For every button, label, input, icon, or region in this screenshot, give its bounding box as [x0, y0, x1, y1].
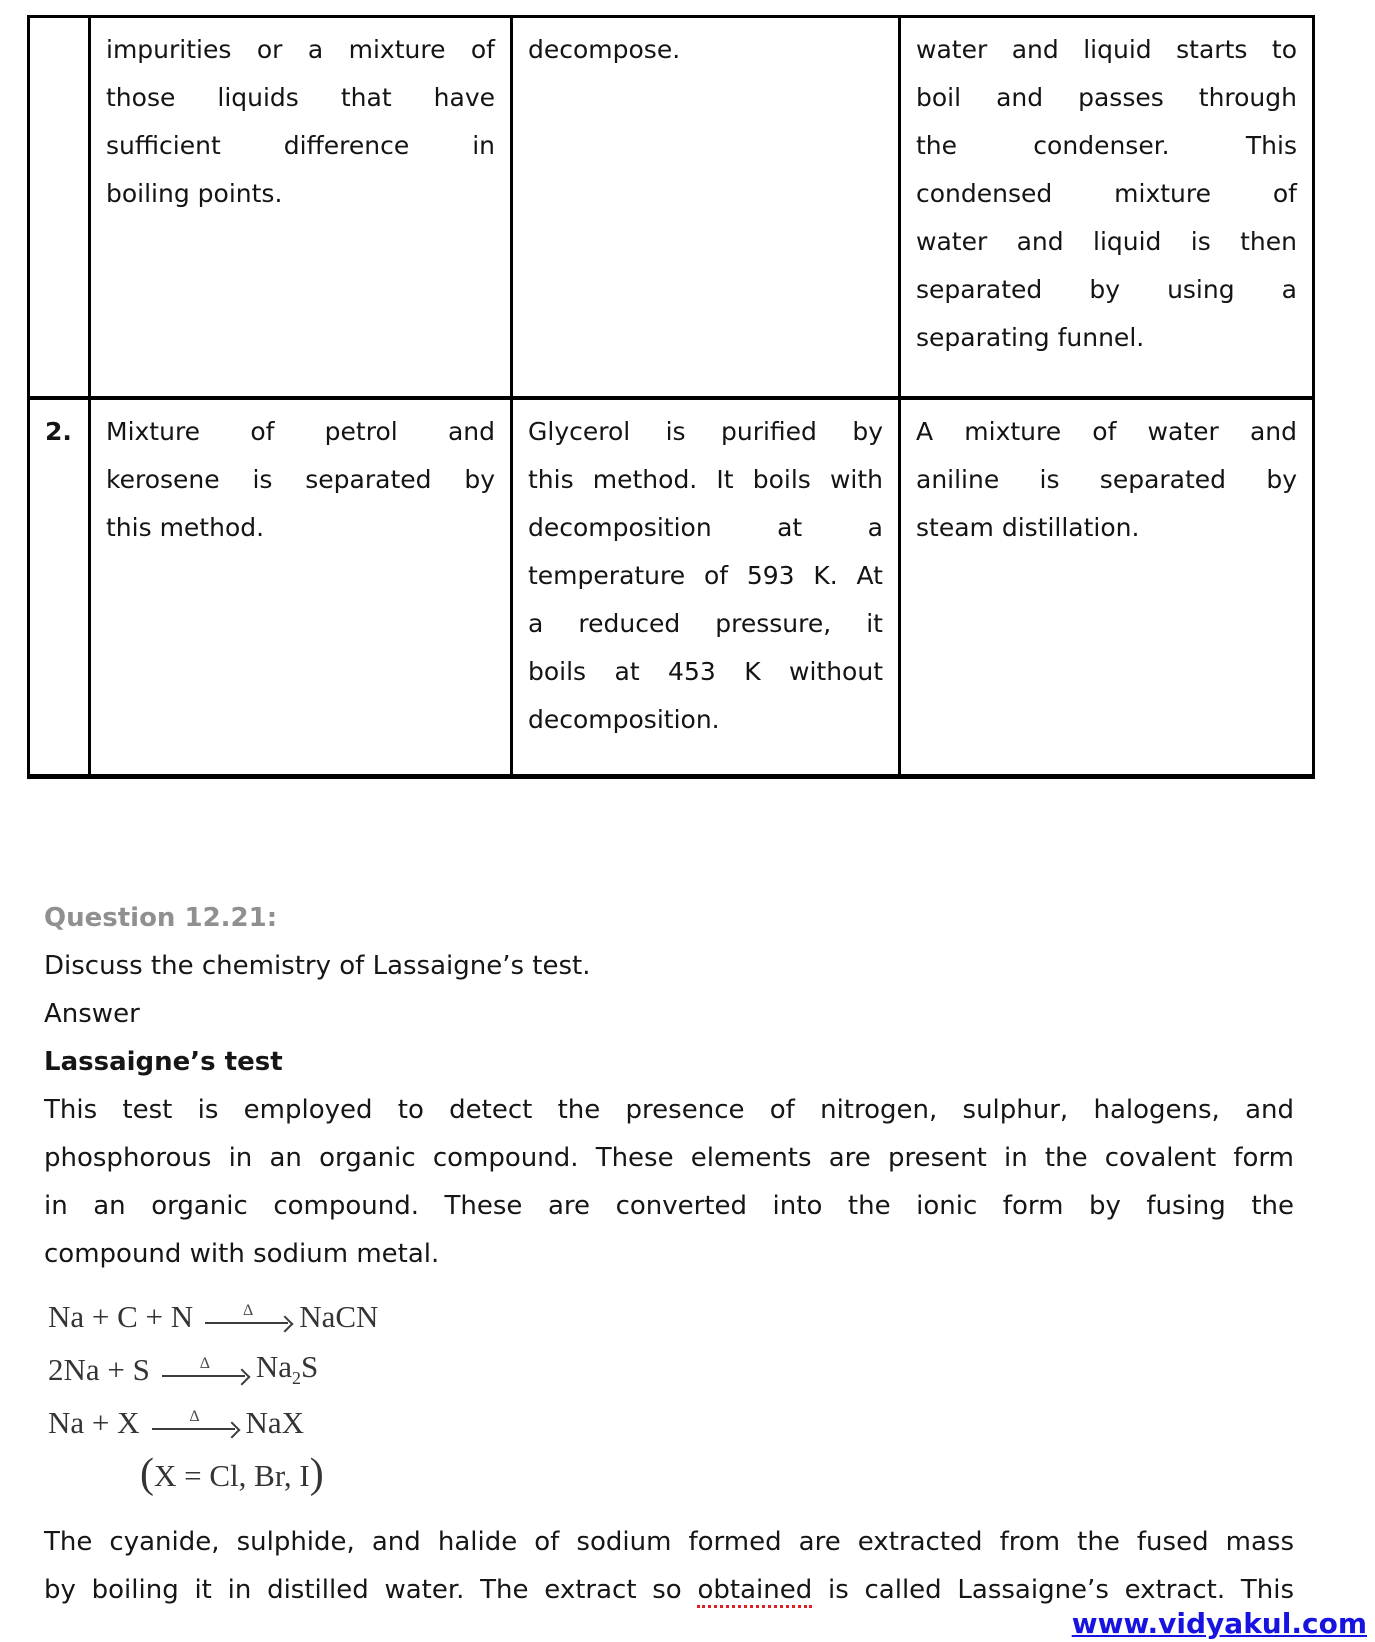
- close-paren: ): [309, 1450, 324, 1497]
- table-row: [29, 17, 1314, 399]
- table: [27, 15, 1315, 779]
- text-line: boiling points.: [106, 179, 283, 208]
- table-cell: [90, 17, 512, 399]
- text-line: condensed mixture of: [916, 179, 1297, 208]
- question-answer-block: [44, 894, 1294, 1614]
- text-line: this method.: [106, 513, 265, 542]
- text-line: boils at 453 K without: [528, 657, 883, 686]
- equation-rhs: $Na_2S$: [255, 1349, 319, 1389]
- reaction-arrow-delta-icon: Δ: [152, 1409, 238, 1437]
- text-line: Mixture of petrol and: [106, 417, 495, 446]
- reaction-arrow-delta-icon: Δ: [205, 1303, 291, 1331]
- equation-rhs: NaCN: [299, 1298, 379, 1334]
- text-line: by boiling it in distilled water. The extract so obtained is called Lassaigne’s extract. This: [44, 1566, 1294, 1614]
- answer-paragraph-2: [44, 1518, 1294, 1614]
- text-line: separated by using a: [916, 275, 1297, 304]
- text-line: water and liquid starts to: [916, 35, 1297, 64]
- open-paren: (: [140, 1450, 154, 1497]
- text-line: decompose.: [528, 35, 681, 64]
- text-line: kerosene is separated by: [106, 465, 495, 494]
- text-line: in an organic compound. These are converted into the ionic form by fusing the: [44, 1191, 1294, 1221]
- text-line: compound with sodium metal.: [44, 1239, 440, 1269]
- text-line: this method. It boils with: [528, 465, 883, 494]
- text-line: those liquids that have: [106, 83, 495, 112]
- question-text: Discuss the chemistry of Lassaigne’s test.: [44, 951, 591, 981]
- text-line: decomposition at a: [528, 513, 883, 542]
- table-cell: [512, 17, 900, 399]
- reaction-arrow-delta-icon: Δ: [162, 1356, 248, 1384]
- watermark-link[interactable]: www.vidyakul.com: [1071, 1607, 1367, 1640]
- text-line: a reduced pressure, it: [528, 609, 883, 638]
- text-line: decomposition.: [528, 705, 720, 734]
- text-line: temperature of 593 K. At: [528, 561, 883, 590]
- equation-note: [48, 1449, 1294, 1502]
- equation-lhs: Na + C + N: [48, 1298, 194, 1334]
- equation-na2s: [48, 1343, 1294, 1396]
- text-line: sufficient difference in: [106, 131, 495, 160]
- text-line: boil and passes through: [916, 83, 1297, 112]
- answer-label: Answer: [44, 999, 140, 1029]
- text-line: impurities or a mixture of: [106, 35, 495, 64]
- text-line: The cyanide, sulphide, and halide of sodium formed are extracted from the fused mass: [44, 1527, 1294, 1557]
- separation-methods-table: [27, 15, 1315, 779]
- equation-note-body: X = Cl, Br, I: [154, 1457, 310, 1493]
- text-line: water and liquid is then: [916, 227, 1297, 256]
- spellcheck-underline: obtained: [697, 1575, 812, 1608]
- table-cell: [900, 17, 1314, 399]
- answer-heading: Lassaigne’s test: [44, 1047, 283, 1077]
- text-line: A mixture of water and: [916, 417, 1297, 446]
- equation-rhs: NaX: [245, 1404, 305, 1440]
- table-row: [29, 398, 1314, 777]
- equation-lhs: Na + X: [48, 1404, 140, 1440]
- row-number-cell: 2.: [29, 398, 90, 777]
- text-line: separating funnel.: [916, 323, 1145, 352]
- table-cell: [900, 398, 1314, 777]
- text-line: the condenser. This: [916, 131, 1297, 160]
- table-cell: [90, 398, 512, 777]
- text-line: steam distillation.: [916, 513, 1140, 542]
- answer-paragraph-1: [44, 1086, 1294, 1278]
- equation-nacn: [48, 1290, 1294, 1343]
- question-label: Question 12.21:: [44, 903, 278, 933]
- equation-lhs: 2Na + S: [48, 1351, 150, 1387]
- chemical-equations: [48, 1290, 1294, 1502]
- text-line: This test is employed to detect the presence of nitrogen, sulphur, halogens, and: [44, 1095, 1294, 1125]
- text-line: phosphorous in an organic compound. These elements are present in the covalent form: [44, 1143, 1294, 1173]
- text-line: Glycerol is purified by: [528, 417, 883, 446]
- table-cell: [512, 398, 900, 777]
- equation-nax: [48, 1396, 1294, 1449]
- row-number-cell: [29, 17, 90, 399]
- text-line: aniline is separated by: [916, 465, 1297, 494]
